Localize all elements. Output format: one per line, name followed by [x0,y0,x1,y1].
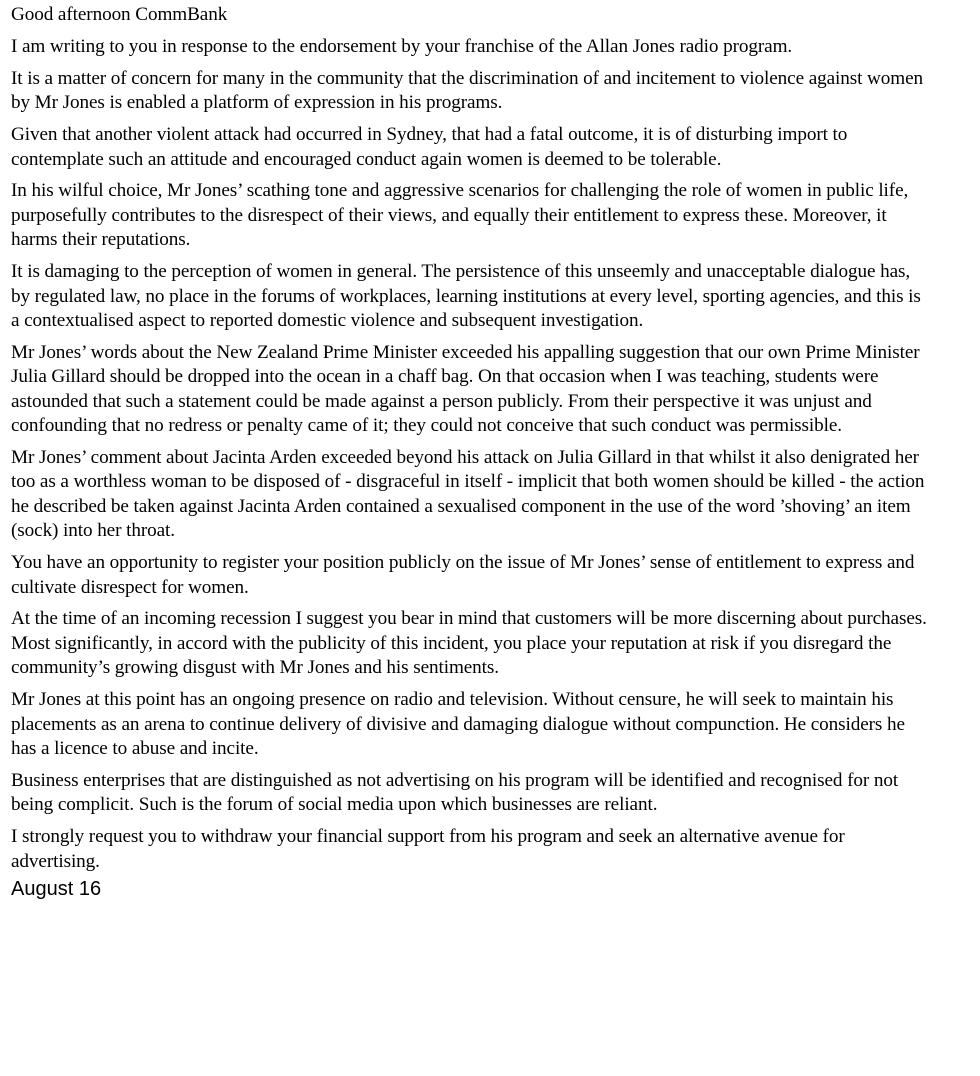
paragraph: Mr Jones at this point has an ongoing presence on radio and television. Without censure, he will seek to maintain his placements as an arena to continue delivery of divisive and damaging dialogue without compunction. He considers he has a licence to abuse and incite. [11,689,905,759]
paragraph: Business enterprises that are distinguished as not advertising on his program will be identified and recognised for not being complicit. Such is the forum of social media upon which businesses are reliant. [11,769,899,816]
paragraph: It is a matter of concern for many in the community that the discrimination of and incitement to violence against women by Mr Jones is enabled a platform of expression in his programs. [11,67,924,114]
greeting: Good afternoon CommBank [11,4,228,25]
paragraph: At the time of an incoming recession I suggest you bear in mind that customers will be more discerning about purchases. Most significantly, in accord with the publicity of this incident, you place your reputation at risk if you disregard the community’s growing disgust with Mr Jones and his sentiments. [11,608,927,679]
paragraph: Mr Jones’ words about the New Zealand Prime Minister exceeded his appalling suggestion that our own Prime Minister Julia Gillard should be dropped into the ocean in a chaff bag. On that occasion when I was teaching, students were astounded that such a statement could be made against a person publicly. From their perspective it was unjust and confounding that no redress or penalty came of it; they could not conceive that such conduct was permissible. [11,341,920,437]
paragraph: In his wilful choice, Mr Jones’ scathing tone and aggressive scenarios for challenging the role of women in public life, purposefully contributes to the disrespect of their views, and equally their entitlement to express these. Moreover, it harms their reputations. [11,180,909,251]
paragraph: Mr Jones’ comment about Jacinta Arden exceeded beyond his attack on Julia Gillard in that whilst it also denigrated her too as a worthless woman to be disposed of - disgraceful in itself - implicit that both women should be killed - the action he described be taken against Jacinta Arden contained a sexualised component in the use of the word ’shoving’ an item (sock) into her throat. [11,447,925,542]
letter-body [11,3,931,902]
paragraph: I strongly request you to withdraw your financial support from his program and seek an alternative avenue for advertising. [11,826,845,872]
paragraph: You have an opportunity to register your position publicly on the issue of Mr Jones’ sense of entitlement to express and cultivate disrespect for women. [11,552,915,598]
letter-date: August 16 [11,877,102,900]
paragraph: Given that another violent attack had occurred in Sydney, that had a fatal outcome, it is of disturbing import to contemplate such an attitude and encouraged conduct again women is deemed to be tolerable. [11,124,848,170]
paragraph: It is damaging to the perception of women in general. The persistence of this unseemly and unacceptable dialogue has, by regulated law, no place in the forums of workplaces, learning institutions at every level, sporting agencies, and this is a contextualised aspect to reported domestic violence and subsequent investigation. [11,261,921,331]
paragraph: I am writing to you in response to the endorsement by your franchise of the Allan Jones radio program. [11,35,793,57]
